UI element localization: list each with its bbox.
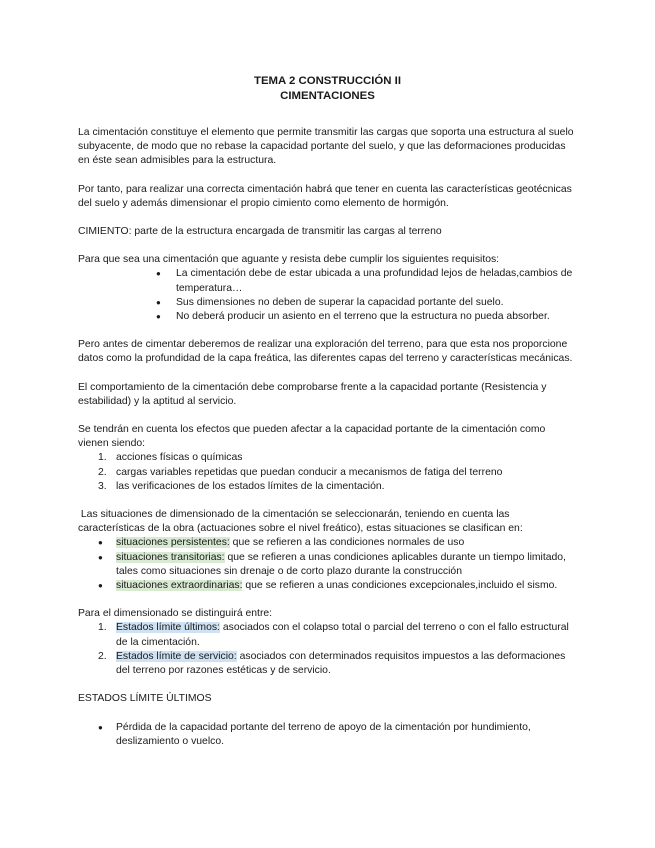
item-text: asociados con determinados requisitos impuestos a las deformaciones del terreno por razones estéticas y de servicio. (116, 650, 566, 677)
list-item: ● Sus dimensiones no deben de superar la capacidad portante del suelo. (156, 296, 577, 310)
list-item (98, 480, 577, 494)
requisitos-intro: Para que sea una cimentación que aguante y resista debe cumplir los siguientes requisitos: (78, 254, 500, 266)
requisitos-list (78, 267, 577, 324)
page-title-line2: CIMENTACIONES (280, 90, 375, 102)
highlighted-term: situaciones persistentes: (116, 537, 230, 549)
item-text: acciones físicas o químicas (116, 452, 243, 464)
list-item (98, 451, 577, 465)
highlighted-term: Estados límite de servicio: (116, 650, 237, 662)
item-text: las verificaciones de los estados límites de la cimentación. (116, 480, 385, 492)
intro-paragraph: La cimentación constituye el elemento que permite transmitir las cargas que soporta una estructura al suelo subyacente, de modo que no rebase la capacidad portante del suelo, y que las deformaciones producidas en éste sean admisibles para la estructura. (78, 127, 574, 167)
comportamiento-paragraph: El comportamiento de la cimentación debe comprobarse frente a la capacidad portante (Resistencia y estabilidad) y la aptitud al servicio. (78, 381, 547, 407)
exploracion-paragraph: Pero antes de cimentar deberemos de realizar una exploración del terreno, para que esta nos proporcione datos como la profundidad de la capa freática, las diferentes capas del terreno y características mecánicas. (78, 339, 573, 365)
item-text: que se refieren a unas condiciones aplicables durante un tiempo limitado, tales como situaciones sin drenaje o de corto plazo durante la construcción (116, 551, 566, 577)
situaciones-intro: Las situaciones de dimensionado de la cimentación se seleccionarán, teniendo en cuenta las características de la obra (actuaciones sobre el nivel freático), estas situaciones se clasifican en: (78, 509, 523, 535)
item-number: 1. (98, 452, 107, 464)
item-text: que se refieren a unas condiciones excepcionales,incluido el sismo. (242, 580, 558, 592)
item-text: cargas variables repetidas que puedan conducir a mecanismos de fatiga del terreno (116, 466, 503, 478)
list-item (98, 536, 577, 550)
list-item (98, 621, 577, 649)
efectos-intro: Se tendrán en cuenta los efectos que pueden afectar a la capacidad portante de la cimentación como vienen siendo: (78, 424, 546, 450)
list-item: ● Pérdida de la capacidad portante del terreno de apoyo de la cimentación por hundimiento, deslizamiento o vuelco. (98, 721, 577, 749)
item-number: 3. (98, 480, 107, 492)
list-item (98, 551, 577, 579)
item-text: asociados con el colapso total o parcial del terreno o con el fallo estructural de la cimentación. (116, 622, 569, 648)
list-item: ● La cimentación debe de estar ubicada a una profundidad lejos de heladas,cambios de temperatura… (156, 267, 577, 295)
dimensionado-list (78, 621, 577, 678)
elu-heading: ESTADOS LÍMITE ÚLTIMOS (78, 693, 212, 705)
list-item (98, 579, 577, 593)
list-item: ● No deberá producir un asiento en el terreno que la estructura no pueda absorber. (156, 310, 577, 324)
page-title-line1: TEMA 2 CONSTRUCCIÓN II (253, 75, 402, 87)
highlighted-term: situaciones extraordinarias: (116, 580, 243, 592)
item-number: 1. (98, 622, 107, 634)
highlighted-term: situaciones transitorias: (116, 551, 225, 563)
efectos-list (78, 451, 577, 494)
list-item (98, 650, 577, 678)
highlighted-term: Estados límite últimos: (116, 622, 220, 634)
situaciones-list (78, 536, 577, 593)
item-number: 2. (98, 466, 107, 478)
list-item (98, 466, 577, 480)
item-text: que se refieren a las condiciones normales de uso (229, 537, 465, 549)
cimiento-definition: CIMIENTO: parte de la estructura encargada de transmitir las cargas al terreno (78, 226, 442, 238)
dimensionado-intro: Para el dimensionado se distinguirá entre: (78, 608, 273, 620)
elu-list (78, 721, 577, 749)
item-number: 2. (98, 650, 107, 662)
paragraph-caracteristicas: Por tanto, para realizar una correcta cimentación habrá que tener en cuenta las características geotécnicas del suelo y además dimensionar el propio cimiento como elemento de hormigón. (78, 183, 572, 209)
